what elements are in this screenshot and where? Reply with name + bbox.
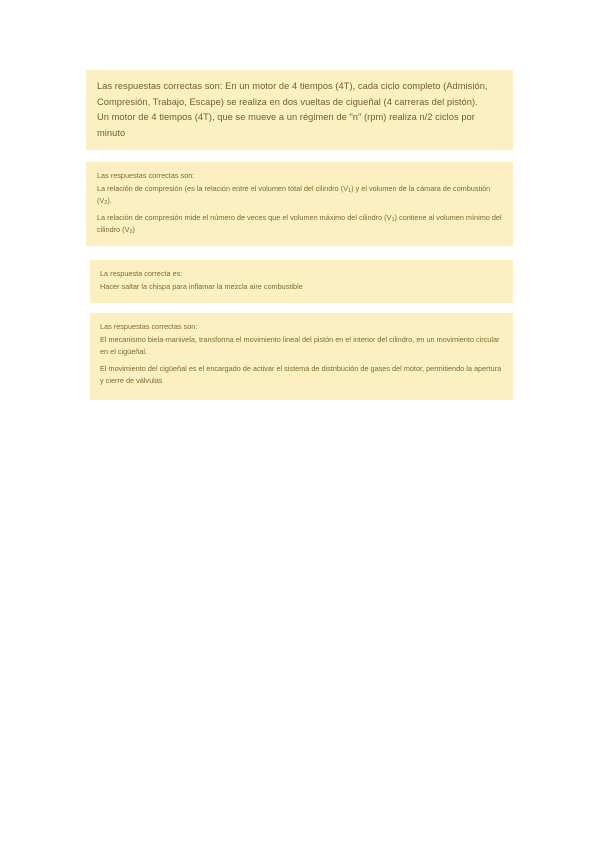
answer-1-text-end: ). <box>107 196 112 206</box>
subscript-2: 2 <box>129 229 133 236</box>
answer-2-text-middle: ) contiene al volumen mínimo del cilindro (V <box>97 212 502 235</box>
feedback-card-crank-mechanism <box>90 313 513 400</box>
feedback-heading: Las respuestas correctas son: <box>97 171 195 180</box>
subscript-1: 1 <box>391 216 395 223</box>
feedback-answer-2: El movimiento del cigüeñal es el encargado de activar el sistema de distribución de gases del motor, permitiendo la apertura y cierre de válvulas <box>100 363 502 386</box>
subscript-1: 1 <box>348 187 352 194</box>
answer-2-text-start: La relación de compresión mide el número de veces que el volumen máximo del cilindro (V <box>97 212 392 222</box>
feedback-answer-2 <box>97 212 503 237</box>
answer-1-text-middle: ) y el volumen de la cámara de combustión (V <box>97 183 491 206</box>
feedback-heading: Las respuestas correctas son: <box>100 322 198 331</box>
feedback-text-line1: Las respuestas correctas son: En un motor de 4 tiempos (4T), cada ciclo completo (Admisión, Compresión, Trabajo, Escape) se realiza en dos vueltas de cigueñal (4 carreras del pistón). <box>97 81 488 107</box>
feedback-answer: Hacer saltar la chispa para inflamar la mezcla aire combustible <box>100 281 303 291</box>
feedback-text-line2: Un motor de 4 tiempos (4T), que se mueve a un régimen de "n" (rpm) realiza n/2 ciclos por minuto <box>97 112 475 138</box>
feedback-heading: La respuesta correcta es: <box>100 269 183 278</box>
feedback-card-4t-cycle <box>86 70 513 150</box>
feedback-answer-1: El mecanismo biela-manivela, transforma el movimiento lineal del pistón en el interior del cilindro, en un movimiento circular en el cigüeñal. <box>100 334 500 357</box>
answer-1-text-start: La relación de compresión (es la relación entre el volumen total del cilindro (V <box>97 183 349 193</box>
feedback-card-compression-ratio <box>86 162 513 246</box>
feedback-answer-1 <box>97 183 503 208</box>
answer-2-text-end: ) <box>132 225 135 235</box>
subscript-2: 2 <box>104 200 108 207</box>
feedback-card-spark <box>90 260 513 303</box>
